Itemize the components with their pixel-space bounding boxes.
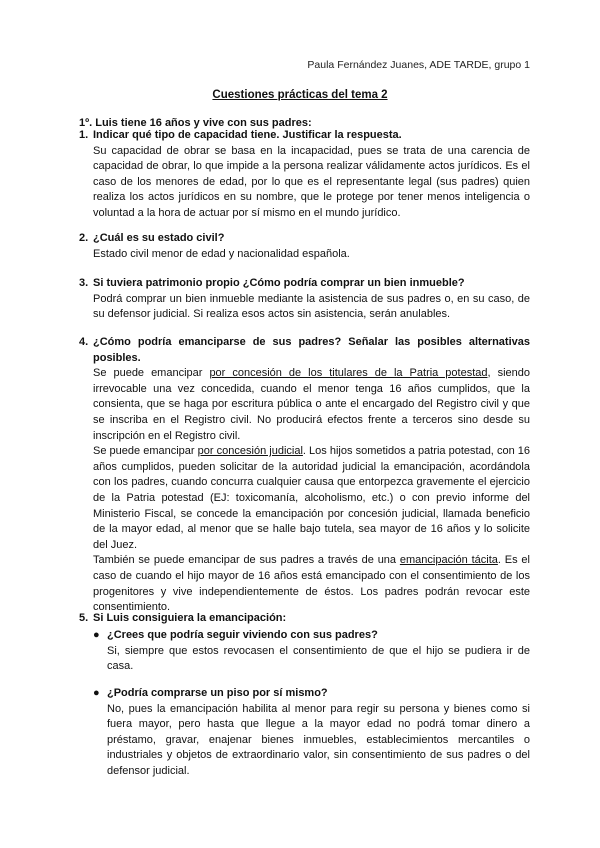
author-header: Paula Fernández Juanes, ADE TARDE, grupo 1 (307, 59, 530, 71)
subquestion-text: ¿Crees que podría seguir viviendo con sus padres? (107, 629, 378, 641)
question-2 (79, 231, 530, 262)
underlined-term: por concesión judicial (197, 445, 303, 458)
question-3 (79, 276, 530, 323)
question-5 (79, 611, 530, 627)
question-text: Si Luis consiguiera la emancipación: (93, 612, 287, 624)
text-span: . Es el caso de cuando el hijo mayor de 16 años está emancipado con el consentimiento de los progenitores y vive independientemente de éstos. Los padres podrán revocar este consentimiento. (93, 554, 530, 614)
text-span: También se puede emancipar de sus padres a través de una (93, 554, 400, 567)
answer-paragraph-2 (93, 444, 530, 553)
answer-paragraph-3 (93, 553, 530, 615)
question-number: 4. (79, 336, 89, 348)
answer-text: Estado civil menor de edad y nacionalidad española. (93, 247, 350, 260)
question-text: Indicar qué tipo de capacidad tiene. Justificar la respuesta. (93, 129, 402, 141)
underlined-term: emancipación tácita (399, 554, 498, 567)
section-heading: 1º. Luis tiene 16 años y vive con sus padres: (79, 117, 312, 129)
question-number: 5. (79, 612, 89, 624)
subanswer-text: Si, siempre que estos revocasen el consentimiento de que el hijo se pudiera ir de casa. (107, 644, 530, 673)
question-text: ¿Cómo podría emanciparse de sus padres? Señalar las posibles alternativas posibles. (93, 336, 530, 364)
underlined-term: por concesión de los titulares de la Patria potestad (209, 367, 488, 380)
subanswer-text: No, pues la emancipación habilita al menor para regir su persona y bienes como si fuera mayor, pero hasta que llegue a la mayor edad no podrá tomar dinero a préstamo, gravar, enajenar bienes inmuebles, establecimientos mercantiles o industriales y objetos de extraordinario valor, sin consentimiento de sus padres o del defensor judicial. (107, 702, 530, 777)
question-4 (79, 335, 530, 616)
text-span: Se puede emancipar (93, 367, 210, 380)
question-text: ¿Cuál es su estado civil? (93, 232, 225, 244)
text-span: . Los hijos sometidos a patria potestad, con 16 años cumplidos, pueden solicitar de la autoridad judicial la emancipación, acordándola con los padres, cuando concurra cualquier causa que entorpezca gravemente el ejercicio de la Patria potestad (EJ: toxicomanía, alcoholismo, etc.) o con previo informe del Ministerio Fiscal, se concede la emancipación por concesión judicial, llamada beneficio de la mayor edad, al menor que se halle bajo tutela, sea mayor de 16 años y lo solicite del Juez. (93, 445, 531, 551)
answer-text: Su capacidad de obrar se basa en la incapacidad, pues se trata de una carencia de capacidad de obrar, lo que impide a la persona realizar válidamente actos jurídicos. Es el caso de los menores de edad, por lo que es el representante legal (sus padres) quien realiza los actos jurídicos en su nombre, que le protege por tener menos inteligencia o voluntad a la hora de actuar por sí mismo en el mundo jurídico. (93, 144, 530, 219)
question-number: 2. (79, 232, 89, 244)
question-text: Si tuviera patrimonio propio ¿Cómo podría comprar un bien inmueble? (93, 277, 465, 289)
subquestion-2 (93, 686, 530, 780)
answer-text: Podrá comprar un bien inmueble mediante la asistencia de sus padres o, en su caso, de su defensor judicial. Si realiza esos actos sin asistencia, serán anulables. (93, 292, 530, 321)
text-span: Se puede emancipar (93, 445, 198, 458)
text-span: , siendo irrevocable una vez concedida, cuando el menor tenga 16 años cumplidos, que la consienta, que se haga por escritura pública o ante el encargado del Registro civil y que se inscriba en el Registro civil. No producirá efectos frente a terceros sino desde su inscripción en el Registro civil. (93, 367, 530, 442)
bullet-icon: ● (93, 629, 100, 641)
subquestion-text: ¿Podría comprarse un piso por sí mismo? (107, 687, 328, 699)
question-number: 1. (79, 129, 89, 141)
page-title: Cuestiones prácticas del tema 2 (212, 89, 388, 101)
subquestion-1 (93, 628, 530, 675)
bullet-icon: ● (93, 687, 100, 699)
question-number: 3. (79, 277, 89, 289)
question-1 (79, 128, 530, 222)
answer-paragraph-1 (93, 366, 530, 444)
